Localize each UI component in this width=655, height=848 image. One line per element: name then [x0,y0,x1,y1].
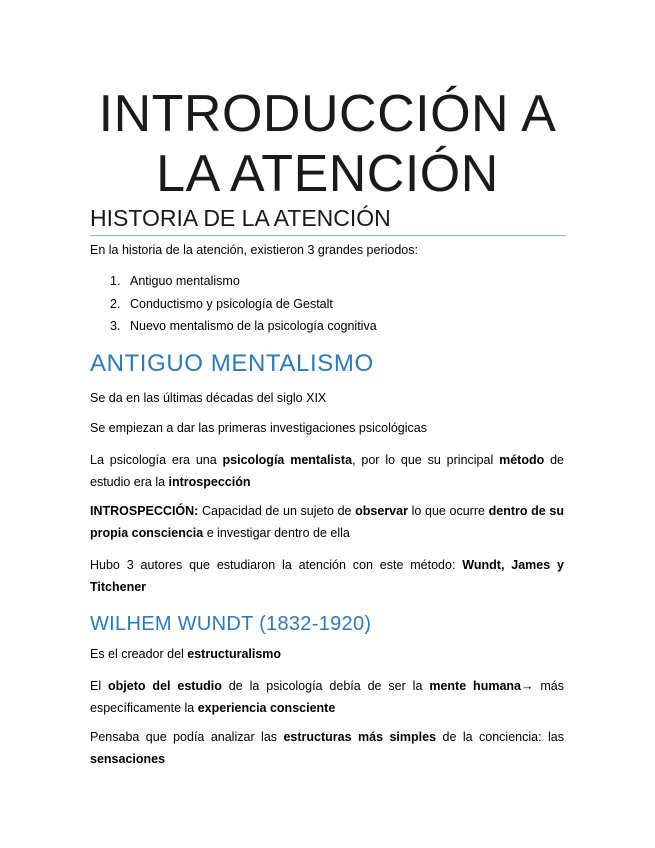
text-run: Pensaba que podía analizar las [90,730,284,744]
list-item [110,315,377,338]
text-run: Hubo 3 autores que estudiaron la atención con este método: [90,558,463,572]
list-number: 1. [110,274,121,288]
paragraph-estructuralismo [90,643,564,665]
bold-run: Wundt, James y Titchener [90,558,565,594]
list-number: 2. [110,296,121,311]
bold-run: sensaciones [90,752,166,766]
text-run: La psicología era una [90,453,223,467]
paragraph-objeto-estudio [90,675,564,719]
text-run: de la psicología debía de ser la [221,679,430,693]
text-run: El [90,679,109,693]
paragraph-introspeccion-definition [90,500,564,544]
text-run: lo que ocurre [407,504,489,518]
text-run: de la conciencia: las [436,730,564,744]
text-run: de estudio era la [90,453,564,489]
text-run: Es el creador del [90,647,188,661]
bold-run: método [499,453,545,467]
paragraph-metodo [90,449,564,493]
list-item [110,293,377,316]
text-run: , por lo que su principal [352,453,500,467]
intro-paragraph: En la historia de la atención, existieron 3 grandes periodos: [90,243,418,257]
bold-run: observar [355,504,408,518]
bold-run: mente humana [429,679,521,693]
heading-underline [90,235,566,236]
text-run: e investigar dentro de ella [203,526,350,540]
section-heading-wundt: WILHEM WUNDT (1832-1920) [90,613,372,635]
list-text: Conductismo y psicología de Gestalt [130,296,333,311]
bold-run: objeto del estudio [108,679,222,693]
section-heading-historia: HISTORIA DE LA ATENCIÓN [90,205,391,231]
paragraph: Se empiezan a dar las primeras investigaciones psicológicas [90,421,427,435]
paragraph-autores [90,554,564,598]
document-title [0,84,655,204]
text-run: Capacidad de un sujeto de [198,504,356,518]
bold-run: estructuralismo [187,647,282,661]
list-item [110,270,377,293]
title-line-2: LA ATENCIÓN [156,145,499,203]
text-run: → más específicamente la [90,679,565,715]
paragraph-estructuras [90,726,564,770]
title-line-1: INTRODUCCIÓN A [98,85,557,143]
periods-list [110,270,377,338]
bold-run: INTROSPECCIÓN: [90,504,199,518]
bold-run: introspección [168,475,251,489]
paragraph: Se da en las últimas décadas del siglo XIX [90,391,327,405]
section-heading-antiguo-mentalismo: ANTIGUO MENTALISMO [90,350,374,377]
bold-run: psicología mentalista [222,453,353,467]
bold-run: experiencia consciente [197,701,336,715]
list-number: 3. [110,319,121,333]
list-text: Nuevo mentalismo de la psicología cognitiva [130,319,377,333]
list-text: Antiguo mentalismo [130,274,240,288]
bold-run: estructuras más simples [283,730,437,744]
bold-run: dentro de su propia consciencia [90,504,564,540]
